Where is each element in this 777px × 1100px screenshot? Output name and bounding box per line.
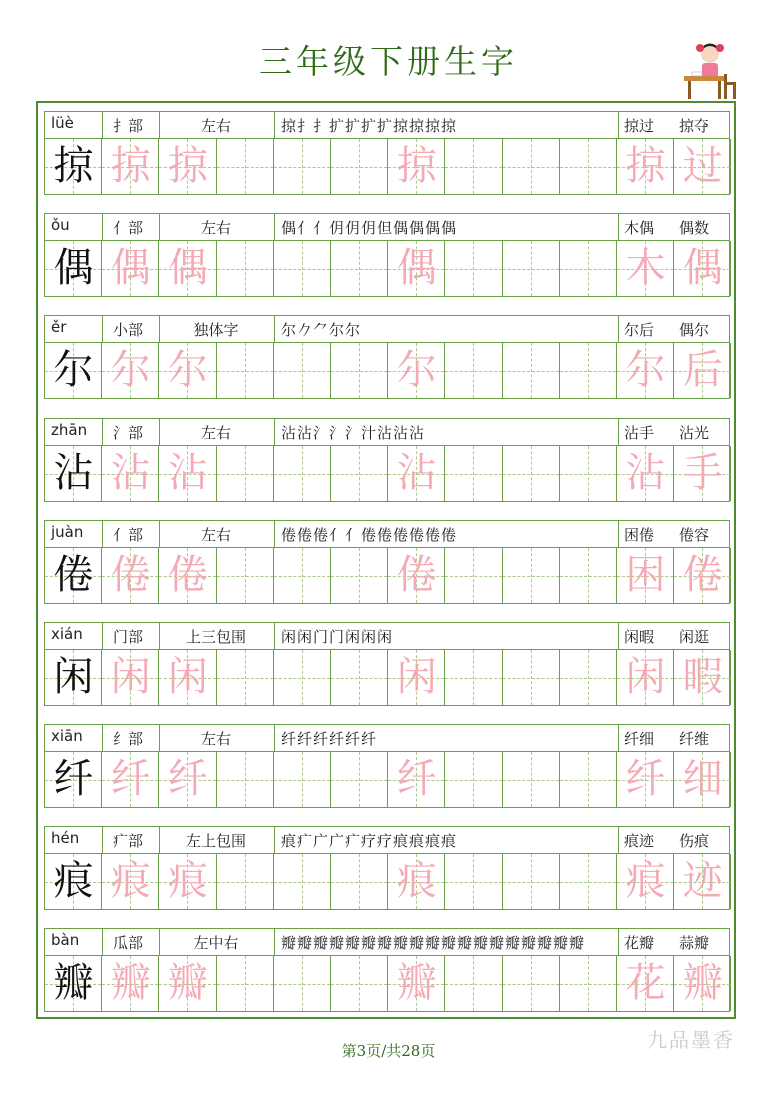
word-trace-char: 迹 [682, 858, 723, 904]
trace-char: 纤 [110, 756, 151, 802]
model-char: 尔 [53, 347, 94, 393]
char-entry [44, 111, 730, 197]
practice-cell[interactable] [217, 548, 274, 603]
radical: 氵部 [113, 424, 144, 442]
radical: 门部 [113, 628, 144, 646]
practice-cell[interactable] [217, 650, 274, 705]
trace-char: 瓣 [110, 960, 151, 1006]
trace-char: 倦 [110, 552, 151, 598]
word-trace-char: 沾 [625, 450, 666, 496]
model-char: 痕 [53, 858, 94, 904]
practice-cell[interactable] [331, 854, 388, 909]
trace-char: 纤 [396, 756, 437, 802]
practice-cell[interactable] [217, 752, 274, 807]
pinyin: hén [51, 829, 80, 847]
word-1: 木偶 [624, 219, 655, 237]
practice-cell[interactable] [445, 446, 502, 501]
structure: 左右 [200, 526, 231, 544]
entry-header [44, 520, 730, 548]
trace-char: 瓣 [396, 960, 437, 1006]
practice-grid [44, 955, 730, 1012]
model-char: 沾 [53, 450, 94, 496]
practice-cell[interactable] [331, 956, 388, 1011]
model-char: 倦 [53, 552, 94, 598]
model-char: 瓣 [53, 960, 94, 1006]
char-entry [44, 928, 730, 1014]
practice-cell[interactable] [274, 446, 331, 501]
entry-header [44, 928, 730, 956]
practice-cell[interactable] [445, 139, 502, 194]
trace-char: 掠 [167, 143, 208, 189]
model-char: 偶 [53, 245, 94, 291]
char-entry [44, 213, 730, 299]
entry-header [44, 213, 730, 241]
practice-cell[interactable] [503, 956, 560, 1011]
radical: 疒部 [113, 832, 144, 850]
entry-header [44, 418, 730, 446]
practice-cell[interactable] [560, 241, 617, 296]
word-trace-char: 暇 [682, 654, 723, 700]
practice-grid [44, 138, 730, 195]
entry-header [44, 315, 730, 343]
entry-header [44, 826, 730, 854]
student-mascot-icon [680, 40, 740, 102]
practice-cell[interactable] [560, 650, 617, 705]
practice-cell[interactable] [560, 548, 617, 603]
practice-cell[interactable] [274, 650, 331, 705]
structure: 独体字 [193, 321, 239, 339]
practice-cell[interactable] [503, 650, 560, 705]
trace-char: 掠 [110, 143, 151, 189]
trace-char: 尔 [167, 347, 208, 393]
entry-header [44, 622, 730, 650]
page-title: 三年级下册生字 [259, 42, 518, 81]
trace-char: 偶 [110, 245, 151, 291]
practice-grid [44, 547, 730, 604]
word-trace-char: 木 [625, 245, 666, 291]
word-1: 困倦 [624, 526, 655, 544]
practice-cell[interactable] [331, 548, 388, 603]
word-trace-char: 尔 [625, 347, 666, 393]
trace-char: 痕 [396, 858, 437, 904]
word-1: 尔后 [624, 321, 655, 339]
trace-char: 痕 [110, 858, 151, 904]
model-char: 闲 [53, 654, 94, 700]
trace-char: 倦 [167, 552, 208, 598]
practice-cell[interactable] [445, 956, 502, 1011]
word-trace-char: 闲 [625, 654, 666, 700]
trace-char: 掠 [396, 143, 437, 189]
word-1: 闲暇 [624, 628, 655, 646]
practice-cell[interactable] [560, 139, 617, 194]
trace-char: 偶 [167, 245, 208, 291]
word-2: 倦容 [679, 526, 710, 544]
practice-cell[interactable] [331, 650, 388, 705]
stroke-order: 痕疒广广疒疗疗痕痕痕痕 [281, 832, 458, 850]
practice-cell[interactable] [503, 241, 560, 296]
practice-cell[interactable] [445, 548, 502, 603]
practice-cell[interactable] [560, 343, 617, 398]
practice-cell[interactable] [217, 446, 274, 501]
practice-cell[interactable] [217, 956, 274, 1011]
practice-cell[interactable] [274, 548, 331, 603]
practice-cell[interactable] [445, 854, 502, 909]
word-trace-char: 困 [625, 552, 666, 598]
practice-cell[interactable] [274, 343, 331, 398]
practice-cell[interactable] [503, 139, 560, 194]
word-2: 纤维 [679, 730, 710, 748]
practice-grid [44, 240, 730, 297]
practice-cell[interactable] [331, 343, 388, 398]
practice-cell[interactable] [274, 139, 331, 194]
practice-grid [44, 649, 730, 706]
trace-char: 倦 [396, 552, 437, 598]
brand-watermark: 九品墨香 [647, 1028, 735, 1052]
stroke-order: 纤纤纤纤纤纤 [281, 730, 378, 748]
word-trace-char: 偶 [682, 245, 723, 291]
practice-cell[interactable] [217, 343, 274, 398]
practice-grid [44, 445, 730, 502]
char-entry [44, 418, 730, 504]
practice-cell[interactable] [503, 548, 560, 603]
word-2: 掠夺 [679, 117, 710, 135]
trace-char: 尔 [396, 347, 437, 393]
word-2: 沾光 [679, 424, 710, 442]
stroke-order: 瓣瓣瓣瓣瓣瓣瓣瓣瓣瓣瓣瓣瓣瓣瓣瓣瓣瓣瓣 [281, 934, 586, 952]
page-number: 第3页/共28页 [341, 1042, 436, 1060]
practice-cell[interactable] [445, 241, 502, 296]
practice-cell[interactable] [503, 752, 560, 807]
word-1: 痕迹 [624, 832, 655, 850]
practice-grid [44, 853, 730, 910]
word-2: 伤痕 [679, 832, 710, 850]
trace-char: 尔 [110, 347, 151, 393]
word-trace-char: 纤 [625, 756, 666, 802]
char-entry [44, 622, 730, 708]
char-entry [44, 315, 730, 401]
stroke-order: 偶亻亻仴仴仴但偶偶偶偶 [281, 219, 458, 237]
trace-char: 闲 [110, 654, 151, 700]
radical: 瓜部 [113, 934, 144, 952]
practice-grid [44, 751, 730, 808]
stroke-order: 闲闲门门闲闲闲 [281, 628, 394, 646]
practice-cell[interactable] [560, 446, 617, 501]
pinyin: bàn [51, 931, 80, 949]
stroke-order: 尔𠂊⺈尔尔 [281, 321, 362, 339]
word-1: 沾手 [624, 424, 655, 442]
structure: 左右 [200, 117, 231, 135]
practice-cell[interactable] [445, 343, 502, 398]
entry-header [44, 111, 730, 139]
word-trace-char: 细 [682, 756, 723, 802]
practice-cell[interactable] [503, 446, 560, 501]
model-char: 掠 [53, 143, 94, 189]
pinyin: lüè [51, 114, 74, 132]
char-entry [44, 826, 730, 912]
practice-cell[interactable] [503, 343, 560, 398]
stroke-order: 倦倦倦亻亻倦倦倦倦倦倦 [281, 526, 458, 544]
practice-cell[interactable] [331, 752, 388, 807]
practice-cell[interactable] [331, 446, 388, 501]
structure: 上三包围 [185, 628, 246, 646]
structure: 左中右 [193, 934, 239, 952]
stroke-order: 掠扌扌扩扩扩扩掠掠掠掠 [281, 117, 458, 135]
char-entry [44, 520, 730, 606]
entry-header [44, 724, 730, 752]
practice-cell[interactable] [503, 854, 560, 909]
trace-char: 沾 [110, 450, 151, 496]
word-2: 闲逛 [679, 628, 710, 646]
trace-char: 纤 [167, 756, 208, 802]
practice-cell[interactable] [274, 854, 331, 909]
word-trace-char: 痕 [625, 858, 666, 904]
pinyin: juàn [51, 523, 84, 541]
trace-char: 闲 [396, 654, 437, 700]
radical: 扌部 [113, 117, 144, 135]
practice-cell[interactable] [445, 752, 502, 807]
structure: 左右 [200, 730, 231, 748]
word-1: 花瓣 [624, 934, 655, 952]
char-entry [44, 724, 730, 810]
practice-cell[interactable] [560, 956, 617, 1011]
word-trace-char: 掠 [625, 143, 666, 189]
word-1: 纤细 [624, 730, 655, 748]
pinyin: zhān [51, 421, 88, 439]
trace-char: 痕 [167, 858, 208, 904]
practice-cell[interactable] [445, 650, 502, 705]
practice-cell[interactable] [274, 752, 331, 807]
practice-cell[interactable] [560, 752, 617, 807]
pinyin: xiān [51, 727, 83, 745]
practice-cell[interactable] [217, 139, 274, 194]
trace-char: 偶 [396, 245, 437, 291]
structure: 左右 [200, 219, 231, 237]
trace-char: 闲 [167, 654, 208, 700]
trace-char: 沾 [167, 450, 208, 496]
radical: 小部 [113, 321, 144, 339]
trace-char: 瓣 [167, 960, 208, 1006]
stroke-order: 沾沾氵氵氵汁沾沾沾 [281, 424, 426, 442]
practice-cell[interactable] [331, 241, 388, 296]
practice-cell[interactable] [274, 956, 331, 1011]
radical: 亻部 [113, 526, 144, 544]
pinyin: ěr [51, 318, 67, 336]
pinyin: ǒu [51, 216, 70, 234]
word-1: 掠过 [624, 117, 655, 135]
trace-char: 沾 [396, 450, 437, 496]
practice-cell[interactable] [331, 139, 388, 194]
word-trace-char: 后 [682, 347, 723, 393]
word-2: 偶数 [679, 219, 710, 237]
word-trace-char: 手 [682, 450, 723, 496]
model-char: 纤 [53, 756, 94, 802]
word-2: 蒜瓣 [679, 934, 710, 952]
practice-cell[interactable] [217, 241, 274, 296]
word-2: 偶尔 [679, 321, 710, 339]
practice-cell[interactable] [274, 241, 331, 296]
practice-cell[interactable] [560, 854, 617, 909]
practice-grid [44, 342, 730, 399]
radical: 纟部 [113, 730, 144, 748]
pinyin: xián [51, 625, 83, 643]
word-trace-char: 瓣 [682, 960, 723, 1006]
practice-cell[interactable] [217, 854, 274, 909]
structure: 左右 [200, 424, 231, 442]
structure: 左上包围 [185, 832, 246, 850]
word-trace-char: 花 [625, 960, 666, 1006]
word-trace-char: 倦 [682, 552, 723, 598]
radical: 亻部 [113, 219, 144, 237]
word-trace-char: 过 [682, 143, 723, 189]
